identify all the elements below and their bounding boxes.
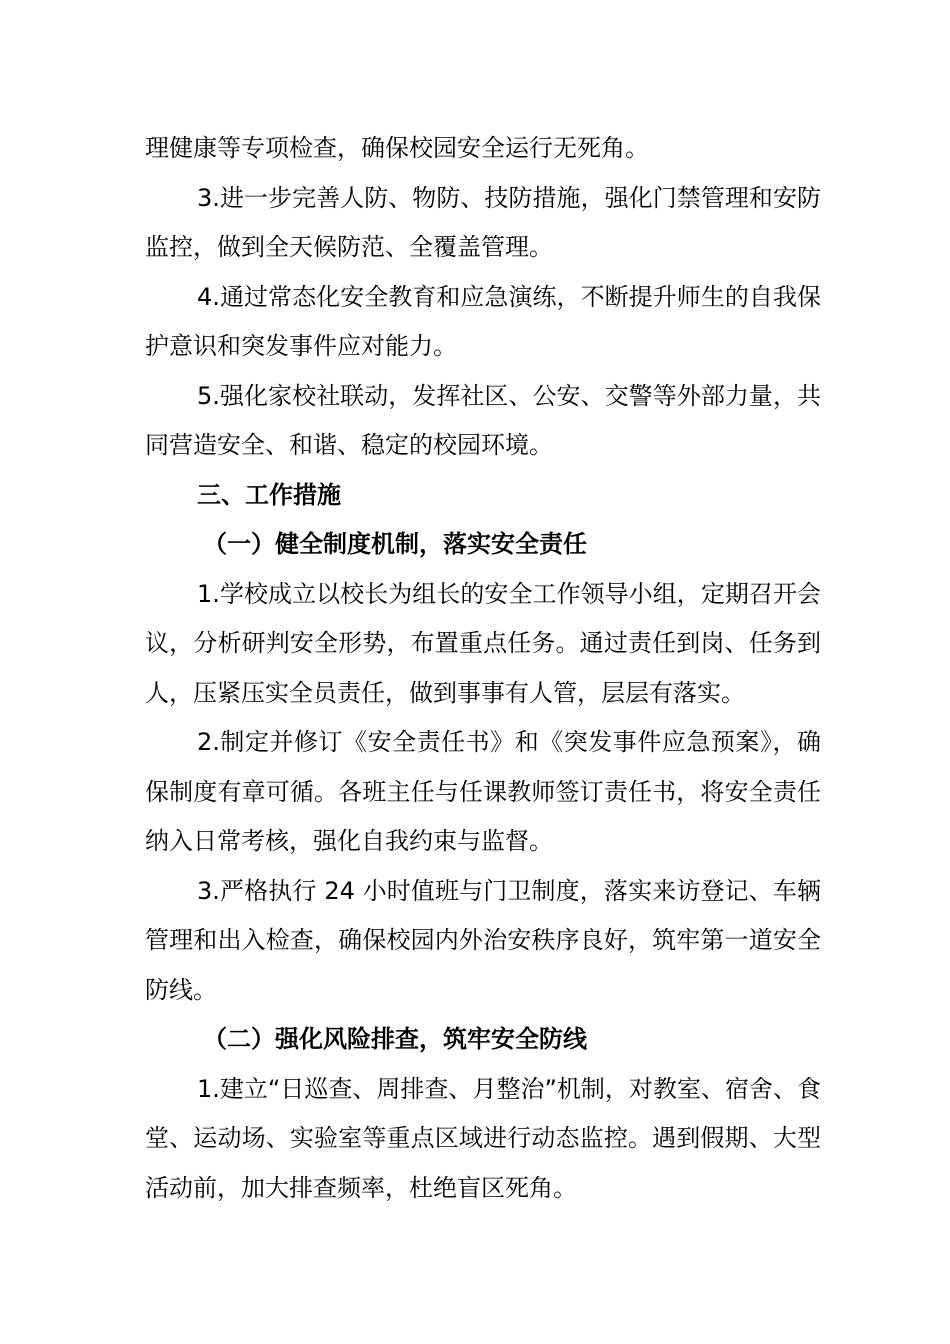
paragraph-goal-3: 3.进一步完善人防、物防、技防措施，强化门禁管理和安防监控，做到全天候防范、全覆盖管理。: [145, 183, 821, 261]
paragraph-measure-1-1: 1.学校成立以校长为组长的安全工作领导小组，定期召开会议，分析研判安全形势，布置重点任务。通过责任到岗、任务到人，压紧压实全员责任，做到事事有人管，层层有落实。: [145, 579, 821, 707]
paragraph-continuation: 理健康等专项检查，确保校园安全运行无死角。: [145, 134, 649, 162]
paragraph-measure-2-1: 1.建立“日巡查、周排查、月整治”机制，对教室、宿舍、食堂、运动场、实验室等重点区域进行动态监控。遇到假期、大型活动前，加大排查频率，杜绝盲区死角。: [145, 1074, 821, 1202]
subsection-heading-2: （二）强化风险排查，筑牢安全防线: [203, 1025, 587, 1053]
paragraph-goal-5: 5.强化家校社联动，发挥社区、公安、交警等外部力量，共同营造安全、和谐、稳定的校园环境。: [145, 381, 821, 459]
paragraph-measure-1-3: 3.严格执行 24 小时值班与门卫制度，落实来访登记、车辆管理和出入检查，确保校园内外治安秩序良好，筑牢第一道安全防线。: [145, 876, 821, 1004]
subsection-heading-1: （一）健全制度机制，落实安全责任: [203, 530, 587, 558]
paragraph-measure-1-2: 2.制定并修订《安全责任书》和《突发事件应急预案》，确保制度有章可循。各班主任与任课教师签订责任书，将安全责任纳入日常考核，强化自我约束与监督。: [145, 728, 821, 855]
section-heading-measures: 三、工作措施: [197, 480, 341, 509]
document-page: [145, 124, 821, 1213]
paragraph-goal-4: 4.通过常态化安全教育和应急演练，不断提升师生的自我保护意识和突发事件应对能力。: [145, 282, 821, 360]
